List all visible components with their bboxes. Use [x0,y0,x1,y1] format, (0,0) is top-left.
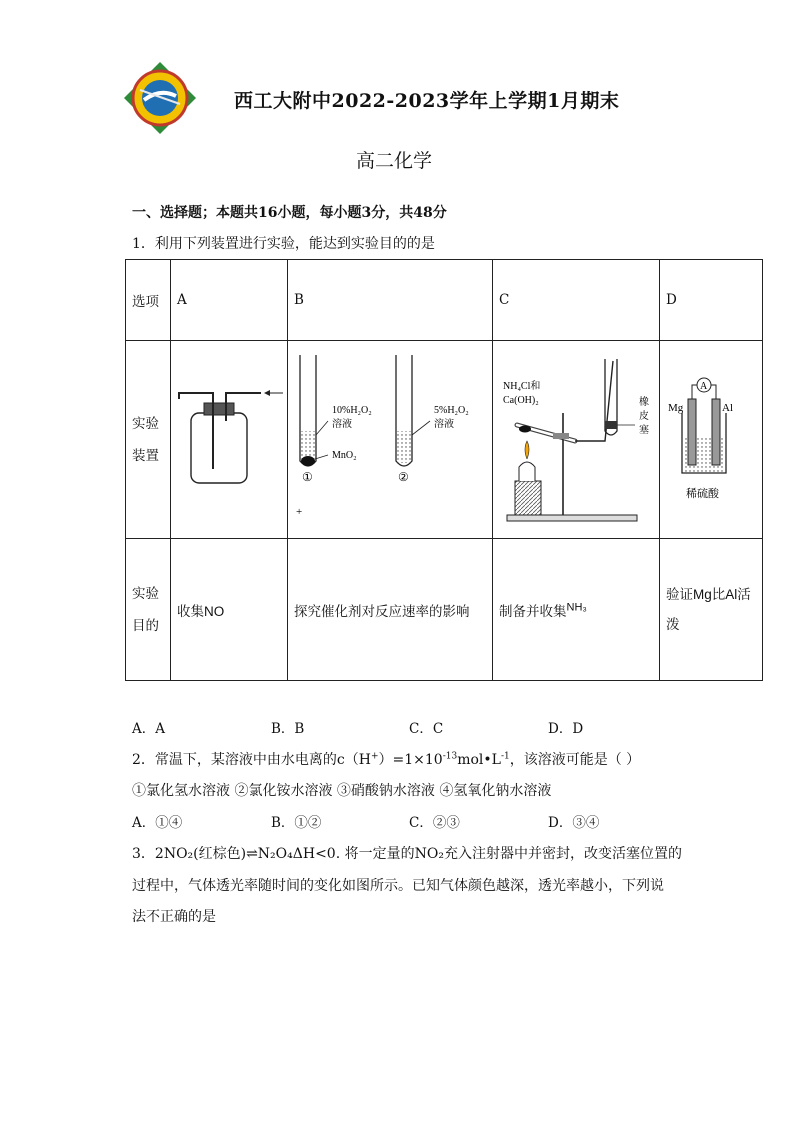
q2-answer-d[interactable]: D．③④ [548,815,600,831]
option-d: D [660,260,763,341]
q1-stem: 1．利用下列装置进行实验，能达到实验目的的是 [132,236,435,252]
q3-line-1: 3．2NO₂(红棕色)⇌N₂O₄ΔH<0. 将一定量的NO₂充入注射器中并密封，改变活塞位置的 [132,846,682,862]
electrode-al-label: Al [722,402,733,414]
label-mno2: MnO₂ [332,450,357,461]
section-heading: 一、选择题；本题共16小题，每小题3分，共48分 [132,205,447,221]
ammonia-setup-figure [493,341,660,534]
figure-c [493,341,660,539]
table-row [126,341,763,539]
label-tube-2: ② [398,470,409,484]
header-apparatus [126,341,171,539]
q3-line-3: 法不正确的是 [132,909,216,925]
page-title: 西工大附中2022-2023学年上学期1月期末 [234,90,620,112]
figure-a [171,341,288,539]
q2-sup-plus: + [370,751,379,762]
figure-d [660,341,763,539]
label-10pct-h2o2: 10%H₂O₂ [332,405,372,416]
header-purpose [126,539,171,681]
label-5pct-h2o2: 5%H₂O₂ [434,405,469,416]
table-row [126,260,763,341]
q1-answer-a[interactable]: A．A [132,721,165,737]
label-nh4cl: NH₄Cl和 [503,381,541,392]
q1-answer-b[interactable]: B．B [271,721,305,737]
electrode-mg-label: Mg [668,402,684,414]
q2-stem-c: mol•L [457,752,501,768]
gas-bottle-figure [171,341,288,534]
purpose-c [493,539,660,681]
q3-line-2: 过程中，气体透光率随时间的变化如图所示。已知气体颜色越深，透光率越小，下列说 [132,878,664,894]
purpose-d: 验证Mg比Al活泼 [660,539,763,681]
q1-answer-d[interactable]: D．D [548,721,584,737]
q2-sup-unit: -1 [500,751,510,762]
table-row [126,539,763,681]
q2-stem-a: 2．常温下，某溶液中由水电离的c（H [132,752,371,768]
header-purpose-label: 实验目的 [132,585,159,634]
option-a: A [171,260,288,341]
q2-sup-exp: -13 [442,751,458,762]
q1-answer-c[interactable]: C．C [409,721,444,737]
label-solution-2: 溶液 [434,419,454,430]
header-option: 选项 [126,260,171,341]
header-apparatus-label: 实验装置 [132,415,159,464]
option-b: B [288,260,493,341]
q2-stem-d: ，该溶液可能是（ ） [509,752,641,768]
purpose-a: 收集NO [171,539,288,681]
label-stopper-2: 皮 [639,411,649,422]
galvanic-cell-figure [660,341,763,534]
acid-label: 稀硫酸 [686,488,719,500]
q2-choices: ①氯化氢水溶液 ②氯化铵水溶液 ③硝酸钠水溶液 ④氢氧化钠水溶液 [132,783,552,799]
plus-sign: + [296,506,303,518]
label-stopper-3: 塞 [639,425,649,436]
purpose-b: 探究催化剂对反应速率的影响 [288,539,493,681]
q2-answer-b[interactable]: B．①② [271,815,322,831]
label-caoh2: Ca(OH)₂ [503,395,539,406]
q2-answer-a[interactable]: A．①④ [132,815,183,831]
label-solution-1: 溶液 [332,419,352,430]
test-tubes-figure [288,341,493,534]
q2-answer-c[interactable]: C．②③ [409,815,460,831]
purpose-c-text: 制备并收集 [499,603,567,619]
school-logo [122,60,198,136]
q2-stem-b: ）=1×10 [378,752,443,768]
option-c: C [493,260,660,341]
experiment-table [125,259,763,681]
figure-b [288,341,493,539]
label-stopper-1: 橡 [639,397,649,408]
q2-stem [132,749,640,769]
label-tube-1: ① [302,470,313,484]
subject-title: 高二化学 [356,150,433,172]
purpose-c-formula: NH₃ [566,601,587,613]
ammeter-label: A [700,381,708,392]
